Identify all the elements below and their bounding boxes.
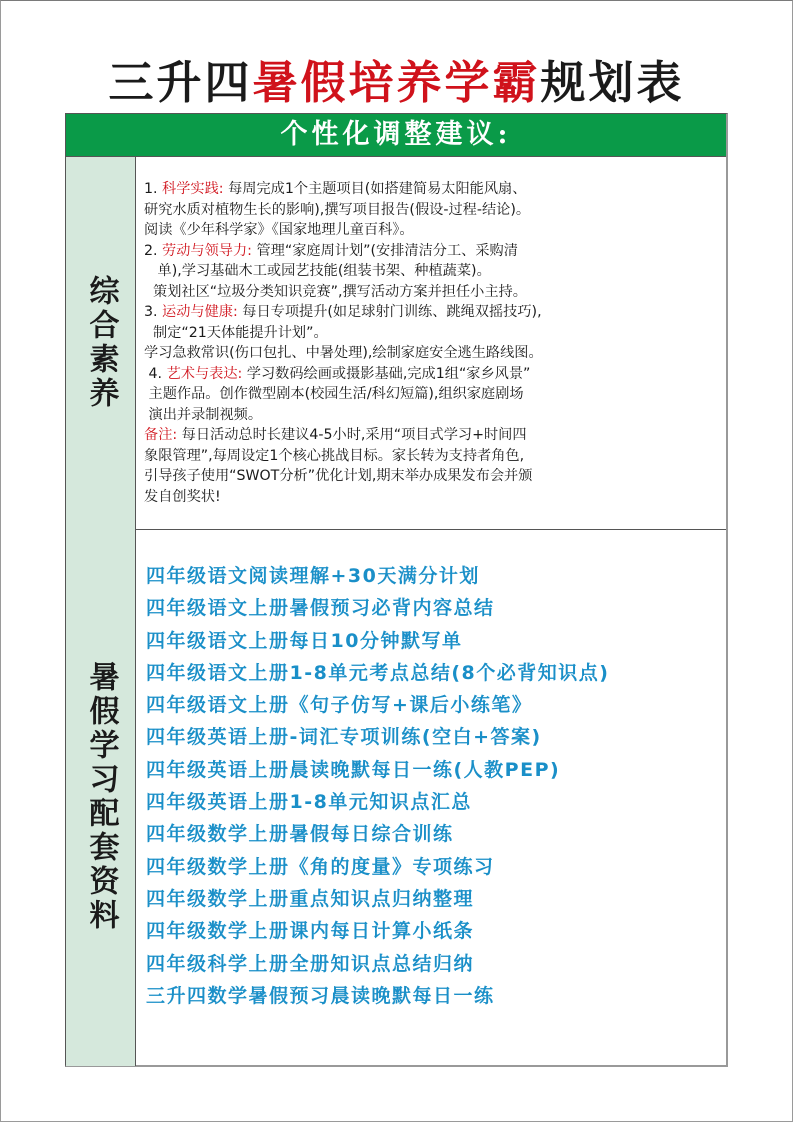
suggestion-line (144, 302, 722, 323)
line-text: 演出并录制视频。 (148, 406, 263, 423)
line-text: 引导孩子使用“SWOT分析”优化计划,期末举办成果发布会并颁 (144, 468, 533, 484)
section-label-cell (66, 528, 136, 1066)
line-prefix: 1. (144, 181, 163, 197)
suggestion-line (144, 282, 722, 303)
suggestion-line (144, 364, 722, 385)
resource-link[interactable]: 四年级数学上册重点知识点归纳整理 (146, 887, 475, 910)
line-highlight: 劳动与领导力: (162, 242, 252, 259)
title-part-1: 三升四 (108, 56, 253, 109)
suggestion-line (144, 343, 722, 364)
resource-link[interactable]: 四年级数学上册课内每日计算小纸条 (146, 920, 475, 943)
suggestion-line (144, 384, 722, 405)
line-text: 制定“21天体能提升计划”。 (153, 324, 328, 341)
suggestion-line (144, 405, 722, 426)
resource-link[interactable]: 四年级科学上册全册知识点总结归纳 (146, 952, 475, 975)
suggestion-line (144, 179, 722, 200)
suggestion-line (144, 487, 722, 508)
suggestions-text (144, 179, 722, 507)
suggestion-line (144, 323, 722, 344)
line-text: 学习急救常识(伤口包扎、中暑处理),绘制家庭安全逃生路线图。 (144, 345, 543, 361)
section-label-cell (66, 157, 136, 529)
suggestion-line (144, 220, 722, 241)
resource-link[interactable]: 四年级语文上册每日10分钟默写单 (146, 629, 463, 652)
line-text: 每周完成1个主题项目(如搭建简易太阳能风扇、 (223, 181, 527, 197)
table-header: 个性化调整建议: (66, 114, 726, 156)
line-highlight: 运动与健康: (162, 304, 238, 320)
line-prefix (144, 325, 153, 341)
line-text: 主题作品。创作微型剧本(校园生活/科幻短篇),组织家庭剧场 (148, 386, 524, 402)
title-part-3: 规划表 (540, 56, 685, 109)
resource-link[interactable]: 四年级英语上册-词汇专项训练(空白+答案) (146, 726, 542, 749)
plan-table (65, 113, 728, 1067)
section-label: 综合素养 (83, 275, 119, 411)
suggestion-line (144, 261, 722, 282)
line-highlight: 备注: (144, 427, 178, 443)
section-comprehensive-literacy (66, 156, 726, 530)
resource-link[interactable]: 四年级数学上册《角的度量》专项练习 (146, 855, 495, 878)
line-text: 学习数码绘画或摄影基础,完成1组“家乡风景” (242, 365, 531, 382)
resource-list (146, 560, 722, 1012)
section-study-materials (66, 528, 726, 1066)
line-prefix (144, 263, 158, 279)
line-highlight: 艺术与表达: (166, 365, 243, 382)
suggestion-line (144, 466, 722, 487)
line-text: 策划社区“垃圾分类知识竞赛”,撰写活动方案并担任小主持。 (153, 283, 527, 300)
line-text: 每日活动总时长建议4-5小时,采用“项目式学习+时间四 (177, 427, 527, 443)
title-part-2-highlight: 暑假培养学霸 (252, 56, 541, 109)
line-prefix (144, 284, 153, 300)
suggestion-line (144, 241, 722, 262)
resource-link[interactable]: 四年级英语上册1-8单元知识点汇总 (146, 791, 472, 814)
line-text: 单),学习基础木工或园艺技能(组装书架、种植蔬菜)。 (157, 263, 491, 279)
line-text: 阅读《少年科学家》《国家地理儿童百科》。 (144, 222, 414, 238)
suggestion-line (144, 200, 722, 221)
suggestion-line (144, 425, 722, 446)
line-text: 研究水质对植物生长的影响),撰写项目报告(假设-过程-结论)。 (144, 201, 531, 218)
resource-link[interactable]: 四年级语文阅读理解+30天满分计划 (146, 565, 480, 587)
line-text: 管理“家庭周计划”(安排清洁分工、采购清 (251, 242, 518, 259)
resource-link[interactable]: 四年级语文上册《句子仿写+课后小练笔》 (146, 694, 533, 717)
resource-link[interactable]: 四年级英语上册晨读晚默每日一练(人教PEP) (146, 758, 561, 781)
resource-link[interactable]: 三升四数学暑假预习晨读晚默每日一练 (146, 984, 495, 1007)
line-prefix: 4. (144, 365, 167, 382)
line-text: 发自创奖状! (144, 488, 221, 505)
line-text: 象限管理”,每周设定1个核心挑战目标。家长转为支持者角色, (144, 447, 525, 464)
line-text: 每日专项提升(如足球射门训练、跳绳双摇技巧), (237, 304, 542, 320)
resource-link[interactable]: 四年级语文上册暑假预习必背内容总结 (146, 597, 495, 620)
resource-link[interactable]: 四年级数学上册暑假每日综合训练 (146, 823, 454, 846)
line-prefix: 2. (144, 242, 163, 259)
line-highlight: 科学实践: (162, 181, 224, 197)
suggestion-line (144, 446, 722, 467)
line-prefix: 3. (144, 304, 163, 320)
page-title (0, 58, 793, 108)
section-label: 暑假学习配套资料 (83, 661, 119, 933)
resource-link[interactable]: 四年级语文上册1-8单元考点总结(8个必背知识点) (146, 661, 610, 684)
